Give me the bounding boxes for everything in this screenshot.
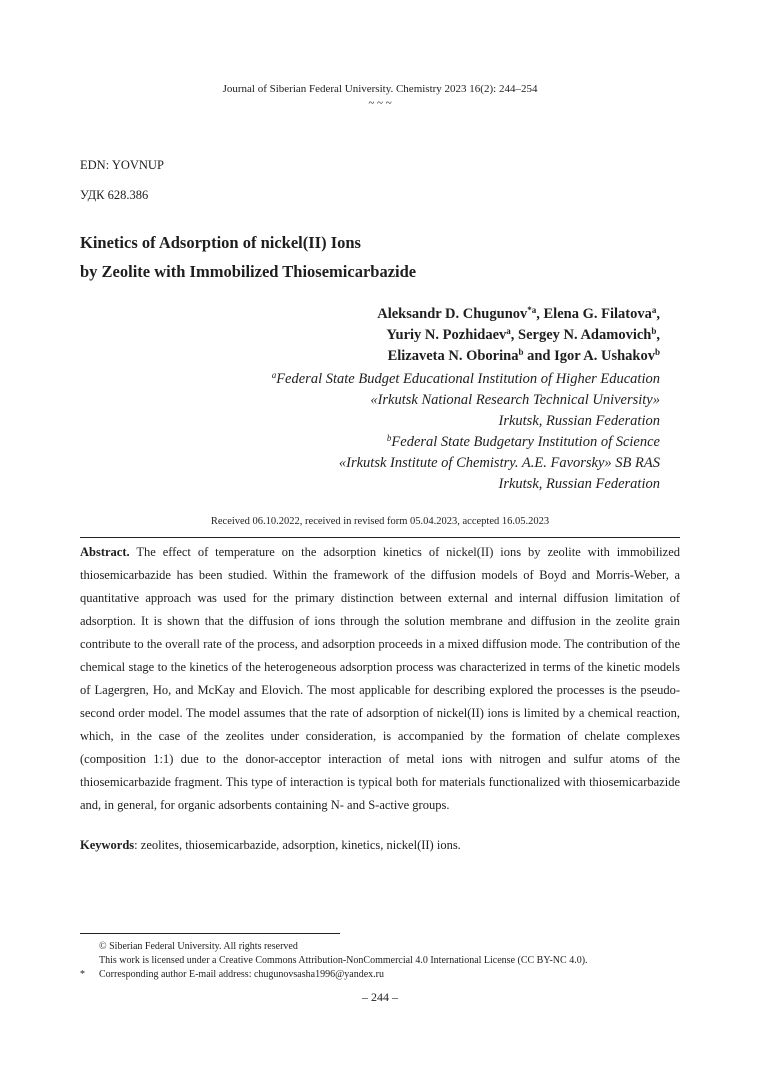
author-affiliation-mark: *a xyxy=(527,305,537,315)
affiliation-b-line-2: «Irkutsk Institute of Chemistry. A.E. Favorsky» SB RAS xyxy=(338,455,660,471)
keywords xyxy=(80,836,680,854)
abstract-label: Abstract. xyxy=(80,545,130,559)
author-name: Igor A. Ushakov xyxy=(554,348,655,364)
page-number: – 244 – xyxy=(362,990,398,1004)
affiliation-a-line-1: $^a$Federal State Budget Educational Institution of Higher Education xyxy=(271,370,660,387)
abstract xyxy=(80,541,680,817)
author-name: Elizaveta N. Oborina xyxy=(387,348,519,364)
author-name: Aleksandr D. Chugunov xyxy=(377,306,528,322)
author-name: Yuriy N. Pozhidaev xyxy=(386,327,507,343)
abstract-text: The effect of temperature on the adsorption kinetics of nickel(II) ions by zeolite with immobilized thiosemicarbazide has been studied. Within the framework of the diffusion models of Boyd and Morris-Weber, a quantitative approach was used for the primary distinction between external and internal diffusion limitation of adsorption. It is shown that the diffusion of ions through the solution membrane and diffusion in the zeolite grain contribute to the overall rate of the process, and adsorption proceeds in a mixed diffusion mode. The contribution of the chemical stage to the kinetics of the heterogeneous adsorption process was characterized in terms of the kinetic models of Lagergren, Ho, and McKay and Elovich. The most applicable for describing explored the processes is the pseudo-second order model. The model assumes that the rate of adsorption of nickel(II) ions is limited by a chemical reaction, which, in the case of the zeolites under consideration, is accompanied by the formation of chelate complexes (composition 1:1) due to the donor-acceptor interaction of metal ions with nitrogen and sulfur atoms of the thiosemicarbazide fragment. This type of interaction is typical both for materials functionalized with thiosemicarbazide and, in general, for organic adsorbents containing N- and S-active groups. xyxy=(80,545,680,812)
corresponding-author-note: Corresponding author E-mail address: chugunovsasha1996@yandex.ru xyxy=(99,969,384,980)
footnote-star: * xyxy=(80,969,85,980)
author-line-2: Yuriy N. Pozhidaev$^a$, Sergey N. Adamovich$^b$, xyxy=(386,326,660,343)
udk-identifier: УДК 628.386 xyxy=(80,188,149,202)
received-dates: Received 06.10.2022, received in revised form 05.04.2023, accepted 16.05.2023 xyxy=(210,516,550,527)
affiliation-mark: a xyxy=(271,370,277,380)
author-affiliation-mark: b xyxy=(651,326,657,336)
author-affiliation-mark: a xyxy=(651,305,657,315)
journal-header: Journal of Siberian Federal University. Chemistry 2023 16(2): 244–254 xyxy=(222,83,538,95)
author-name: Elena G. Filatova xyxy=(543,306,652,322)
author-affiliation-mark: b xyxy=(654,347,660,357)
affiliation-a-line-2: «Irkutsk National Research Technical University» xyxy=(370,392,660,408)
article-title xyxy=(80,228,416,286)
affiliation-a-line-3: Irkutsk, Russian Federation xyxy=(498,413,660,429)
footnote-rule xyxy=(80,933,340,934)
keywords-label: Keywords xyxy=(80,838,135,852)
affiliation-b-line-3: Irkutsk, Russian Federation xyxy=(498,476,660,492)
copyright-note: © Siberian Federal University. All rights reserved xyxy=(99,941,298,952)
affiliation-mark: b xyxy=(386,433,392,443)
author-affiliation-mark: b xyxy=(518,347,524,357)
license-note: This work is licensed under a Creative Commons Attribution-NonCommercial 4.0 International License (CC BY-NC 4.0). xyxy=(99,955,588,966)
edn-identifier: EDN: YOVNUP xyxy=(80,158,164,172)
author-name: Sergey N. Adamovich xyxy=(518,327,652,343)
affiliation-b-line-1: $^b$Federal State Budgetary Institution of Science xyxy=(386,433,660,450)
title-line-2: by Zeolite with Immobilized Thiosemicarbazide xyxy=(80,262,417,281)
author-line-1: Aleksandr D. Chugunov$^{*a}$, Elena G. Filatova$^a$, xyxy=(377,305,660,322)
header-separator: ~ ~ ~ xyxy=(368,97,392,109)
keywords-text: : zeolites, thiosemicarbazide, adsorption, kinetics, nickel(II) ions. xyxy=(134,838,461,852)
abstract-top-rule xyxy=(80,537,680,538)
author-line-3: Elizaveta N. Oborina$^b$ and Igor A. Ushakov$^b$ xyxy=(387,347,660,364)
author-list xyxy=(377,304,660,367)
title-line-1: Kinetics of Adsorption of nickel(II) Ions xyxy=(80,233,361,252)
affiliations xyxy=(272,369,660,495)
author-affiliation-mark: a xyxy=(506,326,511,336)
